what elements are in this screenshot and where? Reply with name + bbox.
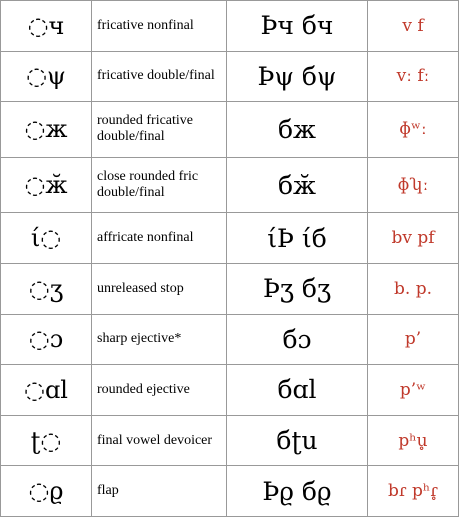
sound-description: rounded fricative double/final <box>92 102 227 158</box>
ipa-transcription: ɸʮː <box>368 157 459 213</box>
sound-description: flap <box>92 466 227 517</box>
example-letters: ίÞ ίб <box>227 213 368 264</box>
diacritic-symbol: ◌ч <box>1 1 92 52</box>
example-letters: Þψ бψ <box>227 51 368 102</box>
ipa-transcription: bv pf <box>368 213 459 264</box>
sound-description: sharp ejective* <box>92 314 227 365</box>
sound-description: fricative nonfinal <box>92 1 227 52</box>
sound-description: fricative double/final <box>92 51 227 102</box>
table-row <box>1 1 459 52</box>
table-row <box>1 157 459 213</box>
ipa-transcription: bɾ pʰɾ̥ <box>368 466 459 517</box>
diacritic-symbol: ʈ◌ <box>1 415 92 466</box>
table-row <box>1 102 459 158</box>
sound-description: unreleased stop <box>92 264 227 315</box>
diacritic-symbol: ◌ϱ <box>1 466 92 517</box>
diacritic-symbol: ◌ɑl <box>1 365 92 416</box>
table-row <box>1 365 459 416</box>
ipa-transcription: p’ʷ <box>368 365 459 416</box>
table-row <box>1 264 459 315</box>
diacritic-symbol: ◌ж <box>1 102 92 158</box>
example-letters: бɔ <box>227 314 368 365</box>
sound-description: rounded ejective <box>92 365 227 416</box>
example-letters: бж <box>227 102 368 158</box>
table-row <box>1 51 459 102</box>
table-row <box>1 466 459 517</box>
sound-description: final vowel devoicer <box>92 415 227 466</box>
table-row <box>1 213 459 264</box>
example-letters: бӂ <box>227 157 368 213</box>
diacritic-symbol: ί◌ <box>1 213 92 264</box>
example-letters: Þч бч <box>227 1 368 52</box>
ipa-transcription: pʰu̥ <box>368 415 459 466</box>
table-row <box>1 314 459 365</box>
diacritic-symbol: ◌ʒ <box>1 264 92 315</box>
ipa-transcription: p’ <box>368 314 459 365</box>
sound-description: close rounded fric double/final <box>92 157 227 213</box>
ipa-transcription: b. p. <box>368 264 459 315</box>
example-letters: бɑl <box>227 365 368 416</box>
diacritic-symbol: ◌ɔ <box>1 314 92 365</box>
ipa-transcription: vː fː <box>368 51 459 102</box>
diacritic-symbol: ◌ψ <box>1 51 92 102</box>
example-letters: Þϱ бϱ <box>227 466 368 517</box>
diacritic-symbol: ◌ӂ <box>1 157 92 213</box>
sound-description: affricate nonfinal <box>92 213 227 264</box>
ipa-transcription: v f <box>368 1 459 52</box>
ipa-transcription: ɸʷː <box>368 102 459 158</box>
example-letters: Þʒ бʒ <box>227 264 368 315</box>
example-letters: бʈu <box>227 415 368 466</box>
table-row <box>1 415 459 466</box>
